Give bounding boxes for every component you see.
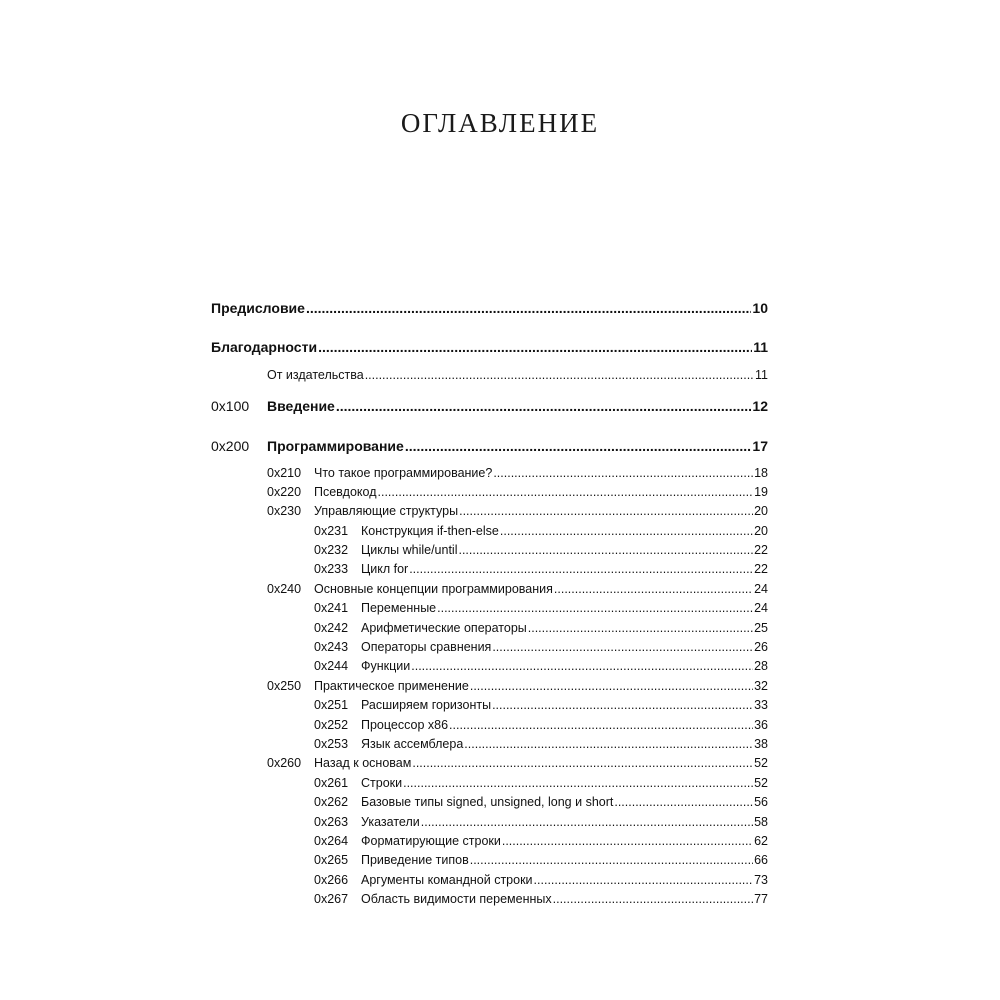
dot-leader — [553, 890, 753, 909]
toc-entry-number: 0x233 — [314, 562, 349, 576]
dot-leader — [318, 338, 752, 357]
toc-entry-label: Назад к основам — [314, 756, 412, 770]
dot-leader — [336, 397, 752, 416]
toc-entry-label: Аргументы командной строки — [361, 873, 533, 887]
toc-entry-label: Приведение типов — [361, 853, 469, 867]
toc-entry[interactable] — [314, 793, 768, 812]
toc-entry-label: Переменные — [361, 601, 437, 615]
toc-entry-page: 73 — [754, 873, 768, 887]
toc-entry-number: 0x252 — [314, 718, 349, 732]
dot-leader — [409, 560, 753, 579]
toc-entry-label: Конструкция if-then-else — [361, 524, 499, 538]
toc-entry-label: Функции — [361, 659, 411, 673]
dot-leader — [470, 677, 753, 696]
toc-entry-label: Базовые типы signed, unsigned, long и short — [361, 795, 614, 809]
toc-entry-page: 24 — [754, 582, 768, 596]
dot-leader — [411, 657, 753, 676]
toc-entry[interactable] — [314, 774, 768, 793]
toc-entry-page: 17 — [752, 438, 768, 454]
toc-entry-number: 0x240 — [267, 582, 302, 596]
toc-entry-label: Программирование — [267, 438, 404, 454]
toc-entry-label: Что такое программирование? — [314, 466, 493, 480]
toc-entry-number: 0x251 — [314, 698, 349, 712]
toc-entry[interactable] — [267, 502, 768, 521]
toc-entry-label: Введение — [267, 398, 335, 414]
dot-leader — [458, 541, 753, 560]
toc-entry[interactable] — [314, 890, 768, 909]
toc-entry-number: 0x267 — [314, 892, 349, 906]
toc-entry-label: Процессор x86 — [361, 718, 449, 732]
toc-entry-label: Арифметические операторы — [361, 621, 527, 635]
toc-entry-label: Управляющие структуры — [314, 504, 459, 518]
toc-entry-page: 52 — [754, 756, 768, 770]
toc-entry-label: Область видимости переменных — [361, 892, 552, 906]
toc-entry-label: Циклы while/until — [361, 543, 458, 557]
toc-entry-page: 38 — [754, 737, 768, 751]
toc-entry-page: 62 — [754, 834, 768, 848]
dot-leader — [614, 793, 753, 812]
toc-entry-page: 24 — [754, 601, 768, 615]
toc-entry-page: 28 — [754, 659, 768, 673]
toc-entry[interactable] — [314, 619, 768, 638]
dot-leader — [528, 619, 753, 638]
toc-entry-page: 32 — [754, 679, 768, 693]
toc-entry-number: 0x100 — [211, 398, 250, 414]
toc-entry[interactable] — [314, 716, 768, 735]
dot-leader — [378, 483, 754, 502]
toc-entry[interactable] — [267, 580, 768, 599]
toc-entry[interactable] — [314, 599, 768, 618]
toc-entry-page: 10 — [752, 300, 768, 316]
toc-entry[interactable] — [267, 483, 768, 502]
toc-entry[interactable] — [314, 638, 768, 657]
toc-entry-page: 52 — [754, 776, 768, 790]
dot-leader — [492, 696, 753, 715]
toc-entry-label: Указатели — [361, 815, 420, 829]
dot-leader — [500, 522, 753, 541]
dot-leader — [534, 871, 754, 890]
toc-entry-label: Строки — [361, 776, 403, 790]
toc-entry[interactable] — [314, 871, 768, 890]
dot-leader — [470, 851, 753, 870]
toc-entry-page: 11 — [755, 368, 768, 382]
toc-entry-number: 0x264 — [314, 834, 349, 848]
toc-entry-number: 0x265 — [314, 853, 349, 867]
toc-entry-number: 0x241 — [314, 601, 349, 615]
toc-entry-number: 0x242 — [314, 621, 349, 635]
toc-entry[interactable] — [211, 437, 768, 456]
toc-entry-number: 0x200 — [211, 438, 250, 454]
dot-leader — [554, 580, 753, 599]
toc-entry-page: 19 — [754, 485, 768, 499]
toc-entry-page: 66 — [754, 853, 768, 867]
toc-entry-page: 22 — [754, 562, 768, 576]
toc-entry-page: 18 — [754, 466, 768, 480]
toc-entry-label: Практическое применение — [314, 679, 469, 693]
dot-leader — [464, 735, 753, 754]
dot-leader — [365, 366, 754, 385]
toc-entry[interactable] — [314, 560, 768, 579]
toc-entry-number: 0x244 — [314, 659, 349, 673]
toc-entry-label: Форматирующие строки — [361, 834, 501, 848]
toc-entry[interactable] — [314, 522, 768, 541]
dot-leader — [493, 464, 753, 483]
toc-entry-label: Предисловие — [211, 300, 305, 316]
dot-leader — [412, 754, 753, 773]
toc-entry[interactable] — [314, 541, 768, 560]
toc-entry-page: 25 — [754, 621, 768, 635]
toc-entry-number: 0x262 — [314, 795, 349, 809]
toc-entry[interactable] — [314, 657, 768, 676]
dot-leader — [403, 774, 753, 793]
toc-entry-label: Операторы сравнения — [361, 640, 492, 654]
toc-entry-page: 77 — [754, 892, 768, 906]
toc-entry-number: 0x266 — [314, 873, 349, 887]
toc-entry-number: 0x263 — [314, 815, 349, 829]
toc-entry[interactable] — [211, 299, 768, 318]
toc-entry-number: 0x231 — [314, 524, 349, 538]
toc-entry[interactable] — [314, 735, 768, 754]
toc-entry-page: 58 — [754, 815, 768, 829]
toc-entry-label: Цикл for — [361, 562, 409, 576]
toc-entry-page: 11 — [753, 339, 768, 355]
toc-entry-label: От издательства — [267, 368, 364, 382]
toc-entry-label: Расширяем горизонты — [361, 698, 492, 712]
toc-entry-page: 26 — [754, 640, 768, 654]
toc-entry-number: 0x210 — [267, 466, 302, 480]
toc-entry[interactable] — [211, 397, 768, 416]
toc-entry-label: Основные концепции программирования — [314, 582, 553, 596]
page-title: ОГЛАВЛЕНИЕ — [400, 108, 600, 138]
toc-entry-page: 33 — [754, 698, 768, 712]
toc-entry[interactable] — [267, 464, 768, 483]
toc-entry-label: Язык ассемблера — [361, 737, 464, 751]
toc-entry-page: 12 — [752, 398, 768, 414]
toc-entry[interactable] — [267, 366, 768, 385]
toc-entry-page: 20 — [754, 524, 768, 538]
toc-entry[interactable] — [314, 851, 768, 870]
toc-entry-number: 0x243 — [314, 640, 349, 654]
toc-entry-page: 36 — [754, 718, 768, 732]
toc-entry-number: 0x260 — [267, 756, 302, 770]
toc-entry[interactable] — [314, 696, 768, 715]
toc-entry-number: 0x250 — [267, 679, 302, 693]
toc-entry-number: 0x232 — [314, 543, 349, 557]
toc-entry-page: 22 — [754, 543, 768, 557]
dot-leader — [405, 437, 752, 456]
dot-leader — [492, 638, 753, 657]
toc-entry-page: 20 — [754, 504, 768, 518]
toc-entry-number: 0x230 — [267, 504, 302, 518]
toc-entry-label: Благодарности — [211, 339, 318, 355]
dot-leader — [502, 832, 753, 851]
dot-leader — [437, 599, 753, 618]
toc-entry-number: 0x253 — [314, 737, 349, 751]
toc-entry[interactable] — [267, 677, 768, 696]
toc-entry-label: Псевдокод — [314, 485, 377, 499]
toc-entry[interactable] — [211, 338, 768, 357]
dot-leader — [449, 716, 753, 735]
toc-entry-number: 0x220 — [267, 485, 302, 499]
toc-entry-page: 56 — [754, 795, 768, 809]
toc-entry[interactable] — [267, 754, 768, 773]
dot-leader — [306, 299, 751, 318]
dot-leader — [459, 502, 753, 521]
toc-entry-number: 0x261 — [314, 776, 349, 790]
toc-entry[interactable] — [314, 813, 768, 832]
dot-leader — [421, 813, 753, 832]
toc-entry[interactable] — [314, 832, 768, 851]
